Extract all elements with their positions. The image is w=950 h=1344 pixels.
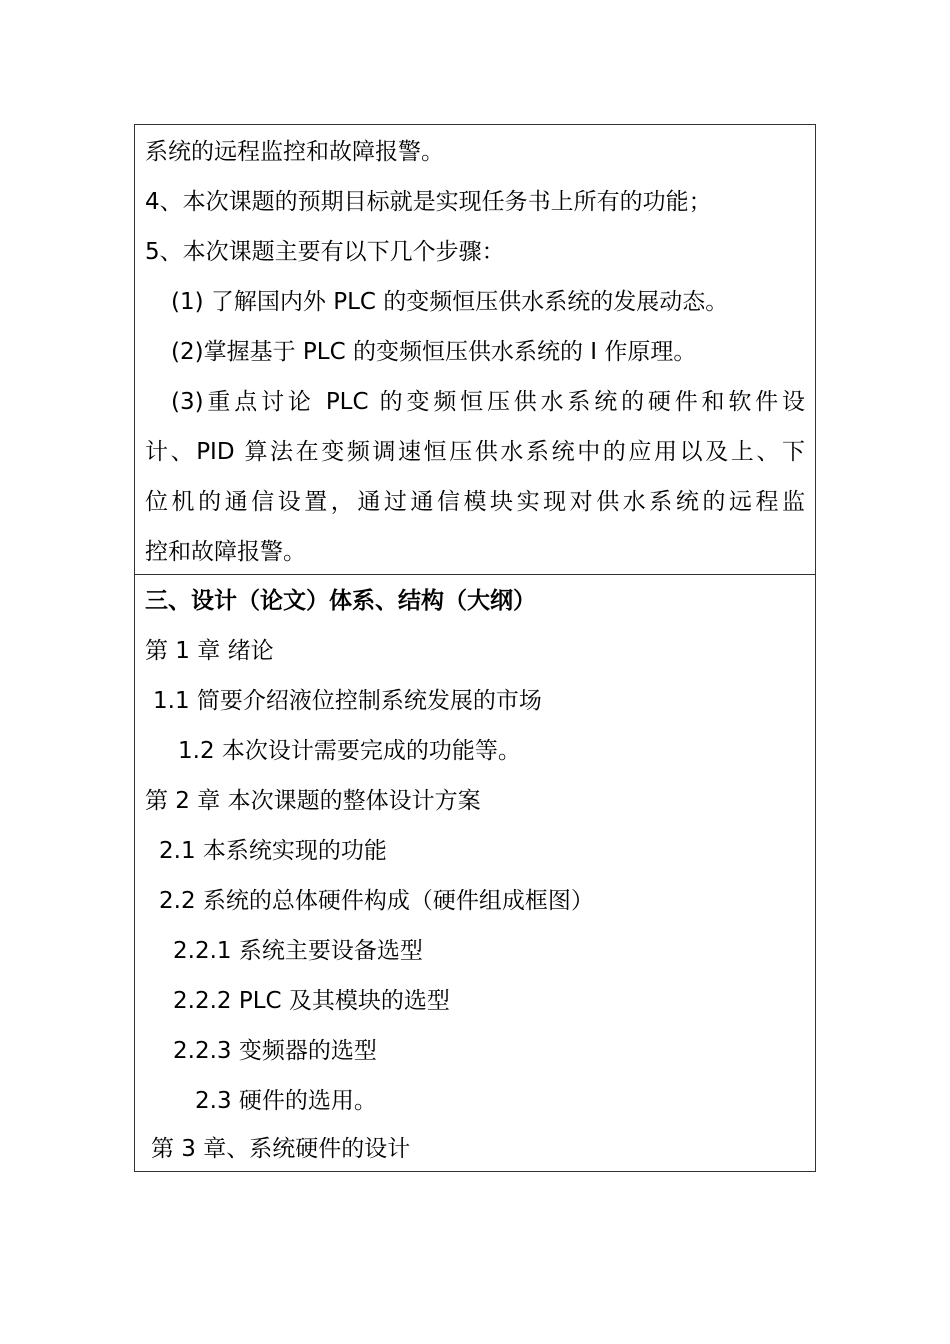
paragraph-line: 位机的通信设置，通过通信模块实现对供水系统的远程监 [145, 489, 805, 515]
outline-chapter: 第 3 章、系统硬件的设计 [151, 1136, 411, 1162]
outline-chapter: 第 1 章 绪论 [145, 638, 274, 664]
outline-subitem: 2.2.1 系统主要设备选型 [173, 938, 423, 964]
outline-item: 2.1 本系统实现的功能 [159, 838, 387, 864]
paragraph-line: 4、本次课题的预期目标就是实现任务书上所有的功能； [145, 189, 712, 215]
step-item-1: (1) 了解国内外 PLC 的变频恒压供水系统的发展动态。 [171, 289, 729, 315]
section-heading: 三、设计（论文）体系、结构（大纲） [145, 588, 536, 614]
paragraph-line: 系统的远程监控和故障报警。 [145, 139, 444, 165]
outline-item: 1.1 简要介绍液位控制系统发展的市场 [153, 688, 542, 714]
outline-item: 2.3 硬件的选用。 [195, 1088, 377, 1114]
outline-chapter: 第 2 章 本次课题的整体设计方案 [145, 788, 481, 814]
document-table [134, 124, 816, 1172]
step-item-2: (2)掌握基于 PLC 的变频恒压供水系统的 I 作原理。 [171, 339, 697, 365]
paragraph-line: 控和故障报警。 [145, 539, 306, 565]
paragraph-line: 5、本次课题主要有以下几个步骤： [145, 239, 505, 265]
outline-subitem: 2.2.3 变频器的选型 [173, 1038, 377, 1064]
outline-item: 1.2 本次设计需要完成的功能等。 [178, 738, 521, 764]
step-item-3: (3)重点讨论 PLC 的变频恒压供水系统的硬件和软件设 [171, 389, 805, 415]
table-row-divider [135, 574, 815, 575]
outline-subitem: 2.2.2 PLC 及其模块的选型 [173, 988, 450, 1014]
paragraph-line: 计、PID 算法在变频调速恒压供水系统中的应用以及上、下 [145, 439, 805, 465]
outline-item: 2.2 系统的总体硬件构成（硬件组成框图） [159, 888, 594, 914]
